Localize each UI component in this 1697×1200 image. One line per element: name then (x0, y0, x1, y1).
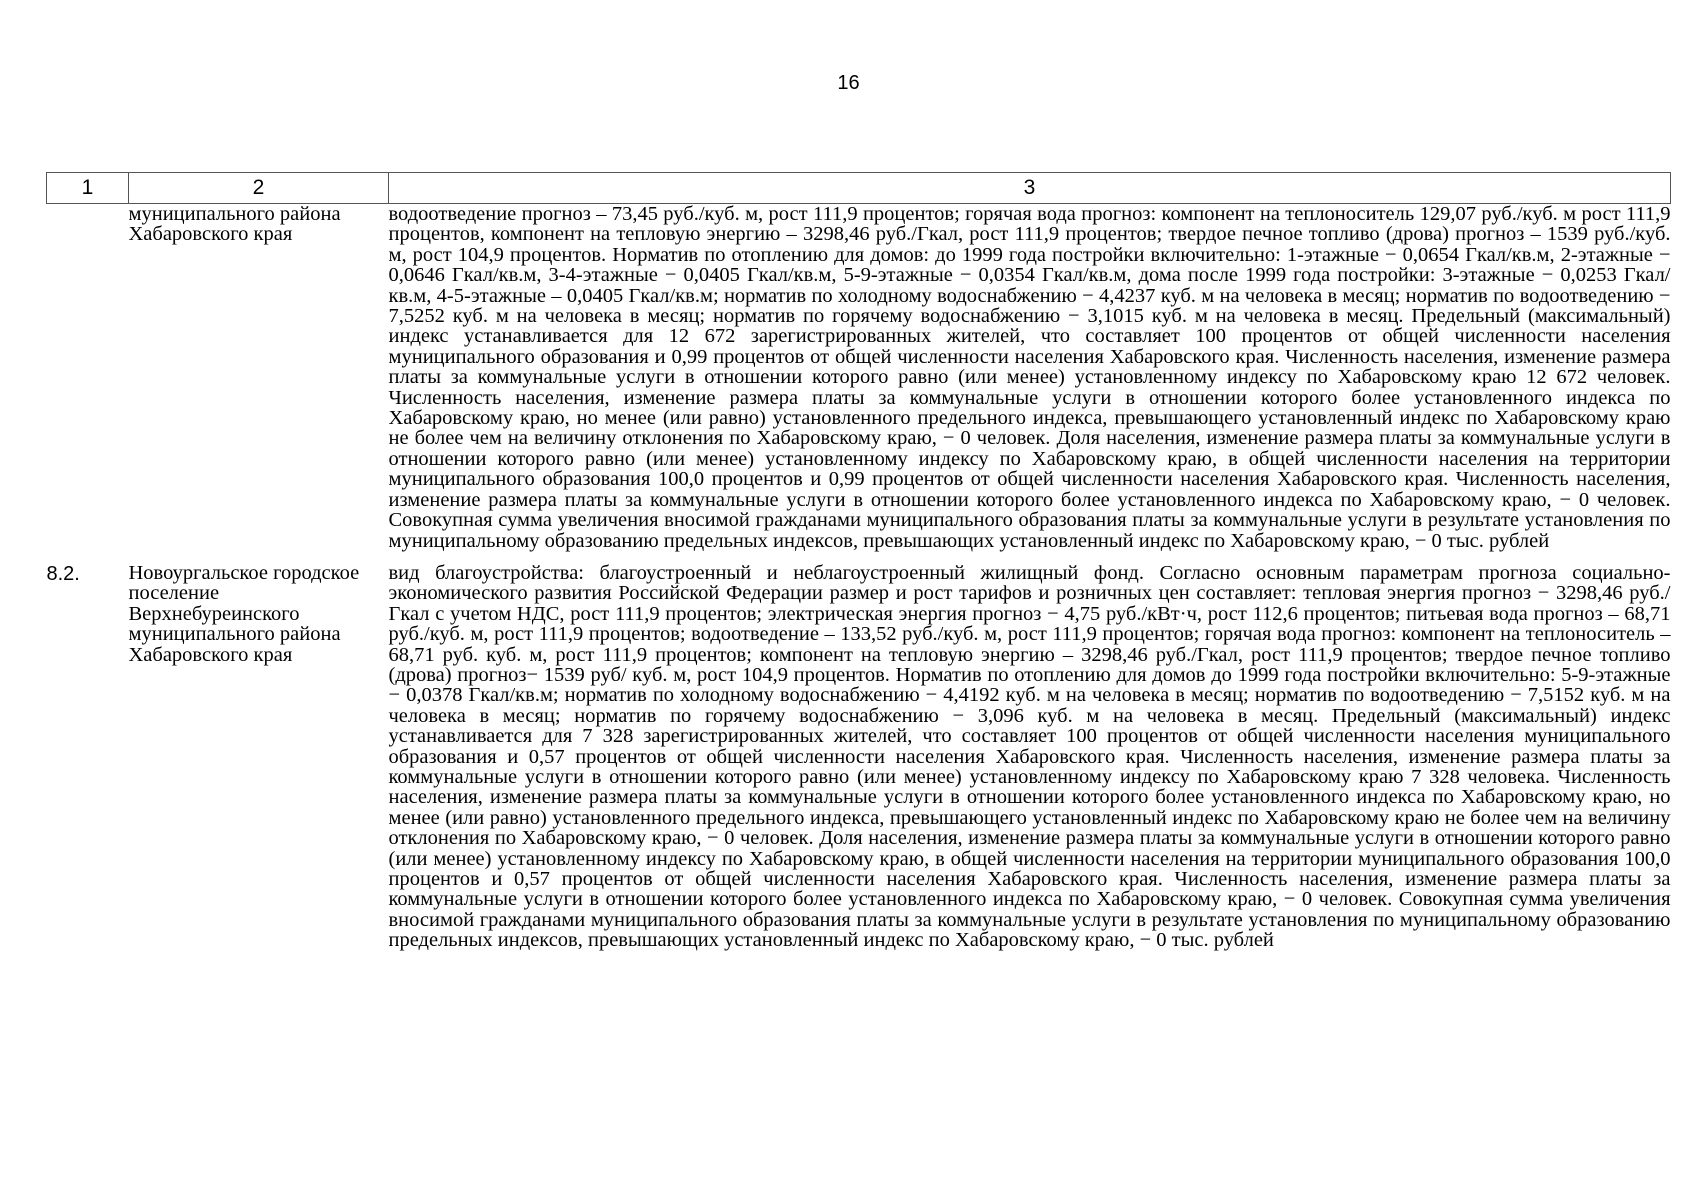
page-number: 16 (837, 72, 860, 94)
municipality-name: Новоургальское городское поселение Верхнебуреинского муниципального района Хабаровского края (128, 561, 360, 666)
header-row (47, 173, 1671, 204)
tariff-description: водоотведение прогноз – 73,45 руб./куб. м, рост 111,9 процентов; горячая вода прогноз: компонент на теплоноситель 129,07 руб./куб. м рост 111,9 процентов, компонент на тепловую энергию – 3298,46 руб./Гкал, рост 111,9 процентов; твердое печное топливо (дрова) прогноз – 1539 руб./куб. м, рост 104,9 процентов. Норматив по отоплению для домов: до 1999 года постройки включительно: 1-этажные − 0,0654 Гкал/кв.м, 2-этажные − 0,0646 Гкал/кв.м, 3-4-этажные − 0,0405 Гкал/кв.м, 5-9-этажные − 0,0354 Гкал/кв.м, дома после 1999 года постройки: 3-этажные − 0,0253 Гкал/кв.м, 4-5-этажные – 0,0405 Гкал/кв.м; норматив по холодному водоснабжению − 4,4237 куб. м на человека в месяц; норматив по водоотведению − 7,5252 куб. м на человека в месяц; норматив по горячему водоснабжению − 3,1015 куб. м на человека в месяц. Предельный (максимальный) индекс устанавливается для 12 672 зарегистрированных жителей, что составляет 100 процентов от общей численности населения муниципального образования и 0,99 процентов от общей численности населения Хабаровского края. Численность населения, изменение размера платы за коммунальные услуги в отношении которого равно (или менее) установленному индексу по Хабаровскому краю 12 672 человек. Численность населения, изменение размера платы за коммунальные услуги в отношении которого более установленного индекса по Хабаровскому краю, но менее (или равно) установленного предельного индекса, превышающего установленный индекс по Хабаровскому краю не более чем на величину отклонения по Хабаровскому краю, − 0 человек. Доля населения, изменение размера платы за коммунальные услуги в отношении которого равно (или менее) установленному индексу по Хабаровскому краю, в общей численности населения на территории муниципального образования 100,0 процентов и 0,99 процентов от общей численности населения Хабаровского края. Численность населения, изменение размера платы за коммунальные услуги в отношении которого более установленного индекса по Хабаровскому краю, − 0 человек. Совокупная сумма увеличения вносимой гражданами муниципального образования платы за коммунальные услуги в результате установления по муниципальному образованию предельных индексов, превышающих установленный индекс по Хабаровскому краю, − 0 тыс. рублей (388, 203, 1671, 552)
header-col-1: 1 (47, 173, 129, 204)
row-number: 8.2. (46, 562, 80, 585)
header-col-2: 2 (129, 173, 389, 204)
municipality-name: муниципального района Хабаровского края (128, 203, 341, 246)
header-col-3: 3 (389, 173, 1671, 204)
tariff-description: вид благоустройства: благоустроенный и неблагоустроенный жилищный фонд. Согласно основным параметрам прогноза социально-экономического развития Российской Федерации размер и рост тарифов и розничных цен составляет: тепловая энергия прогноз − 3298,46 руб./Гкал с учетом НДС, рост 111,9 процентов; электрическая энергия прогноз − 4,75 руб./кВт·ч, рост 112,6 процентов; питьевая вода прогноз – 68,71 руб./куб. м, рост 111,9 процентов; водоотведение – 133,52 руб./куб. м, рост 111,9 процентов; горячая вода прогноз: компонент на теплоноситель – 68,71 руб. куб. м, рост 111,9 процентов; компонент на тепловую энергию – 3298,46 руб./Гкал, рост 111,9 процентов; твердое печное топливо (дрова) прогноз− 1539 руб/ куб. м, рост 104,9 процентов. Норматив по отоплению для домов до 1999 года постройки включительно: 5-9-этажные − 0,0378 Гкал/кв.м; норматив по холодному водоснабжению − 4,4192 куб. м на человека в месяц; норматив по водоотведению − 7,5152 куб. м на человека в месяц; норматив по горячему водоснабжению − 3,096 куб. м на человека в месяц. Предельный (максимальный) индекс устанавливается для 7 328 зарегистрированных жителей, что составляет 100 процентов от общей численности населения муниципального образования и 0,57 процентов от общей численности населения Хабаровского края. Численность населения, изменение размера платы за коммунальные услуги в отношении которого равно (или менее) установленному индексу по Хабаровскому краю 7 328 человека. Численность населения, изменение размера платы за коммунальные услуги в отношении которого более установленного индекса по Хабаровскому краю, но менее (или равно) установленного предельного индекса, превышающего установленный индекс по Хабаровскому краю не более чем на величину отклонения по Хабаровскому краю, − 0 человек. Доля населения, изменение размера платы за коммунальные услуги в отношении которого равно (или менее) установленному индексу по Хабаровскому краю, в общей численности населения на территории муниципального образования 100,0 процентов и 0,57 процентов от общей численности населения Хабаровского края. Численность населения, изменение размера платы за коммунальные услуги в отношении которого более установленного индекса по Хабаровскому краю, − 0 человек. Совокупная сумма увеличения вносимой гражданами муниципального образования платы за коммунальные услуги в результате установления по муниципальному образованию предельных индексов, превышающих установленный индекс по Хабаровскому краю, − 0 тыс. рублей (388, 561, 1671, 952)
tariff-table (46, 172, 1671, 951)
row-number (47, 204, 129, 551)
table-header (47, 173, 1671, 204)
table-row (47, 204, 1671, 551)
table-row (47, 551, 1671, 951)
